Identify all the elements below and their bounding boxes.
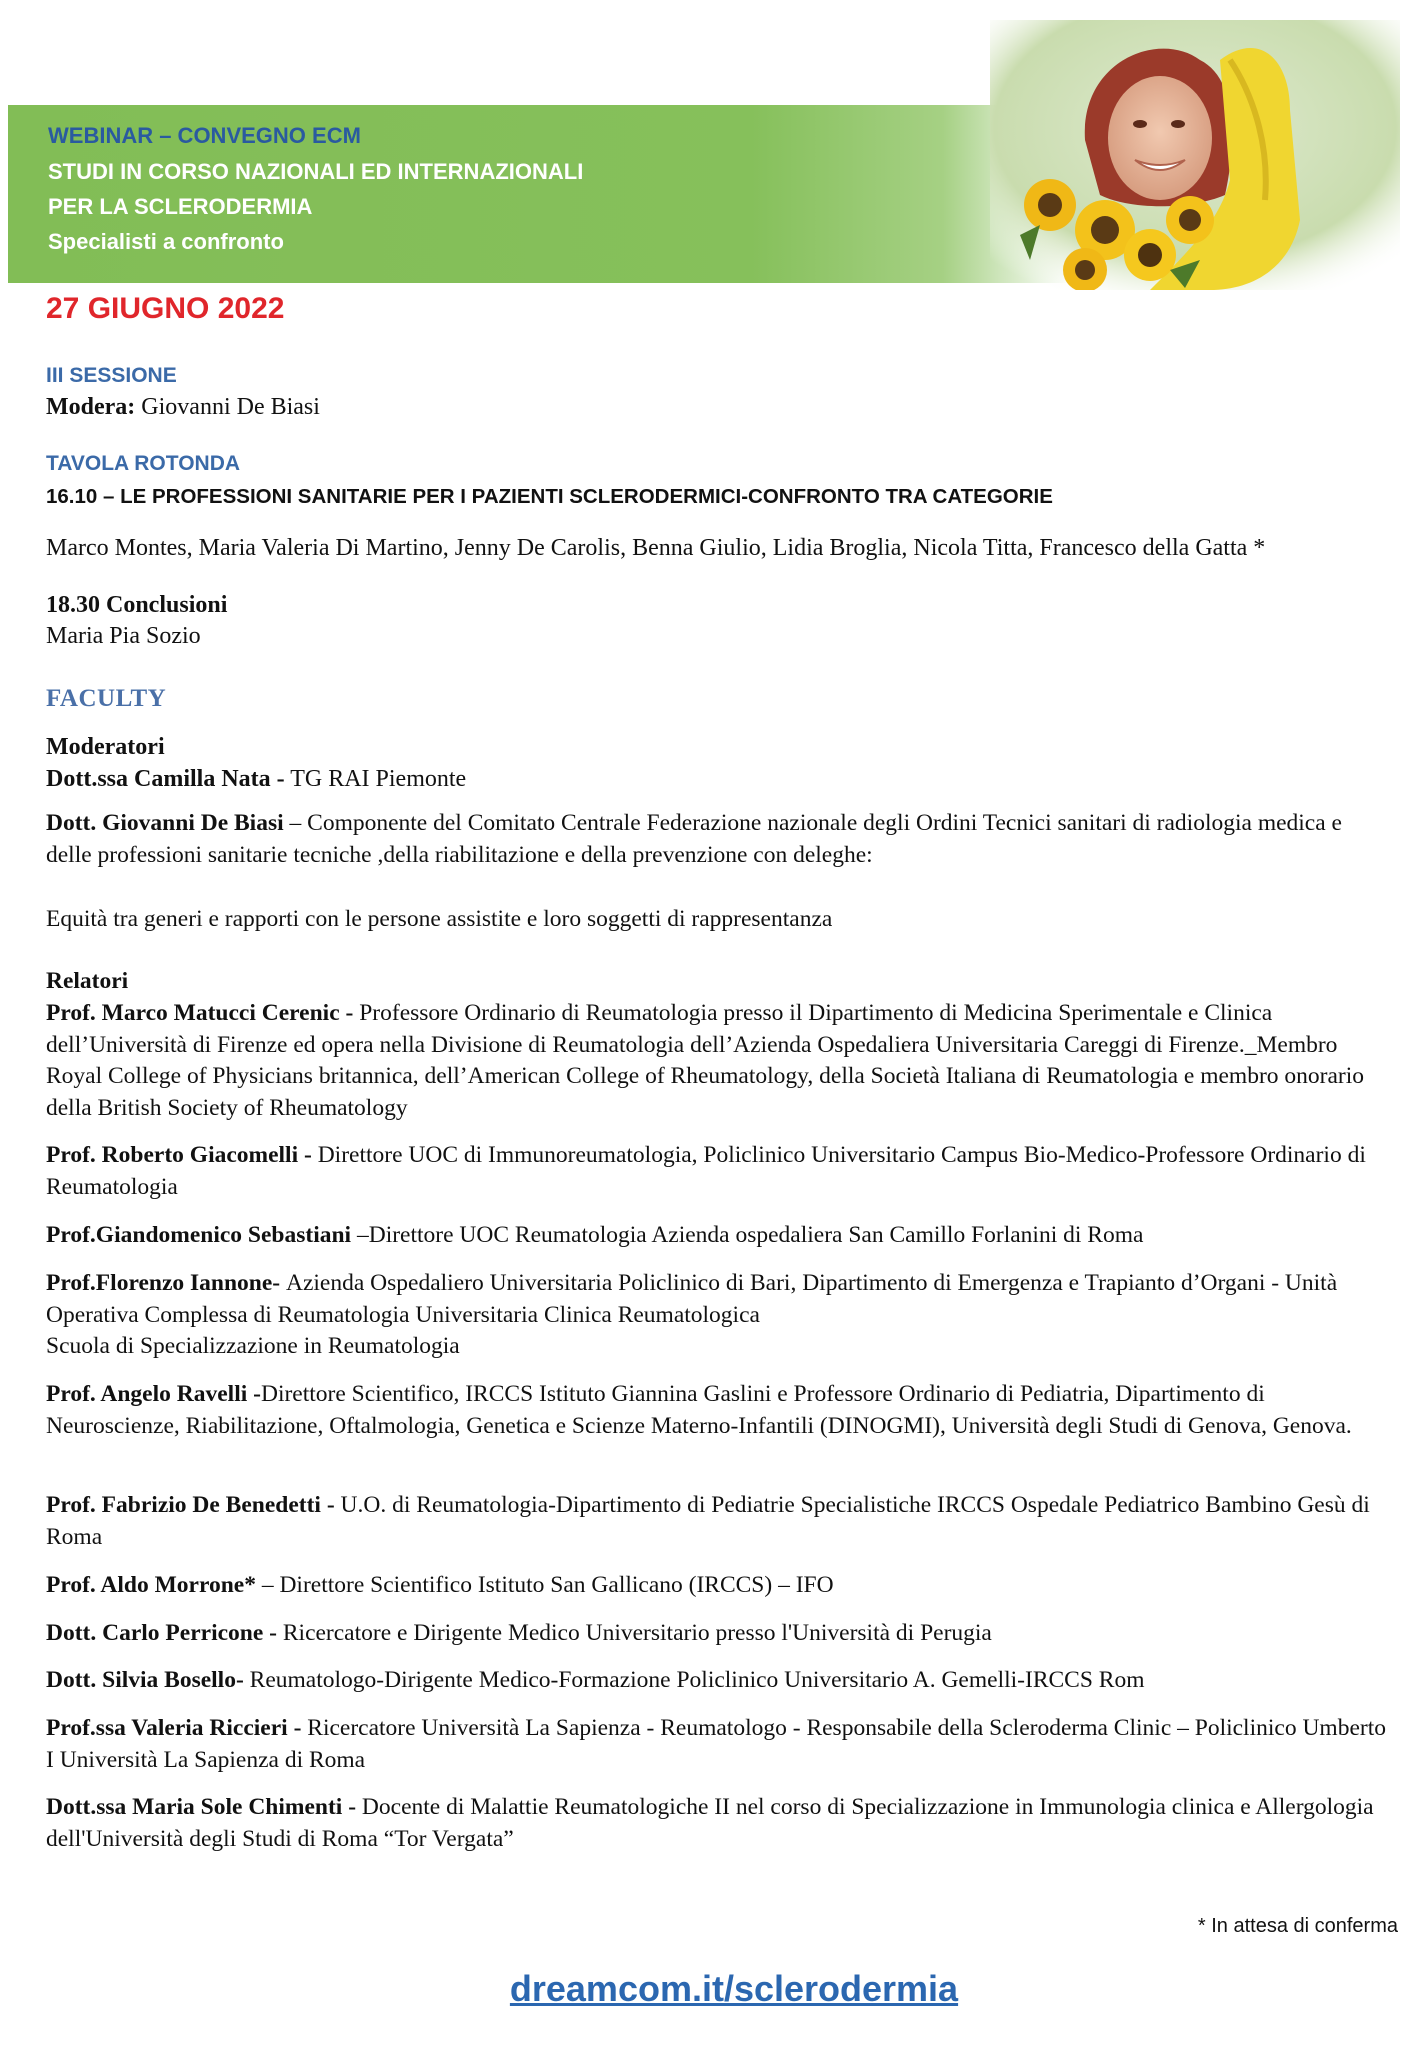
moderator-role: – Componente del Comitato Centrale Federazione nazionale degli Ordini Tecnici sanitari di radiologia medica e delle professioni sanitarie tecniche ,della riabilitazione e della prevenzione con deleghe: — [46, 810, 1342, 868]
speaker-name: Dott. Silvia Bosello- — [46, 1667, 250, 1693]
speaker-name: Prof.Giandomenico Sebastiani — [46, 1222, 357, 1248]
speaker-entry — [46, 1713, 1386, 1776]
round-table-subtitle: 16.10 – LE PROFESSIONI SANITARIE PER I PAZIENTI SCLERODERMICI-CONFRONTO TRA CATEGORIE — [46, 485, 1053, 508]
conclusion-time: 18.30 Conclusioni — [46, 592, 228, 618]
speaker-entry — [46, 998, 1386, 1124]
moderators-label: Moderatori — [46, 734, 165, 760]
moderator-label: Modera: — [46, 394, 136, 420]
header-banner — [8, 105, 1070, 283]
moderator-entry — [46, 808, 1386, 871]
speaker-name: Prof. Fabrizio De Benedetti - — [46, 1492, 341, 1518]
round-table-title: TAVOLA ROTONDA — [46, 452, 241, 475]
moderator-name: Dott.ssa Camilla Nata - — [46, 766, 285, 792]
website-link[interactable] — [0, 1968, 1418, 2010]
speaker-name: Dott. Carlo Perricone - — [46, 1620, 283, 1646]
event-date: 27 GIUGNO 2022 — [46, 292, 285, 325]
moderator-role: TG RAI Piemonte — [284, 766, 467, 792]
speaker-role: Reumatologo-Dirigente Medico-Formazione Policlinico Universitario A. Gemelli-IRCCS Rom — [249, 1667, 1145, 1693]
speaker-role: Professore Ordinario di Reumatologia presso il Dipartimento di Medicina Sperimentale e Clinica dell’Università di Firenze ed opera nella Divisione di Reumatologia dell’Azienda Ospedaliera Universitaria Careggi di Firenze._Membro Royal College of Physicians britannica, dell’American College of Rheumatology, della Società Italiana di Reumatologia e membro onorario della British Society of Rheumatology — [46, 1000, 1365, 1121]
moderator-name: Dott. Giovanni De Biasi — [46, 810, 284, 836]
banner-line-scleroderma: PER LA SCLERODERMIA — [48, 194, 313, 219]
speaker-name: Prof.Florenzo Iannone- — [46, 1270, 286, 1296]
speaker-entry — [46, 1792, 1386, 1855]
moderator-delegation: Equità tra generi e rapporti con le persone assistite e loro soggetti di rappresentanza — [46, 906, 833, 932]
speaker-name: Prof. Angelo Ravelli - — [46, 1381, 261, 1407]
conclusion-speaker: Maria Pia Sozio — [46, 623, 201, 649]
speaker-name: Prof. Aldo Morrone* — [46, 1572, 262, 1598]
speaker-role: Ricercatore e Dirigente Medico Universitario presso l'Università di Perugia — [282, 1620, 992, 1646]
confirmation-note: * In attesa di conferma — [1197, 1915, 1398, 1937]
moderator-line — [46, 394, 320, 421]
speaker-name: Prof. Roberto Giacomelli - — [46, 1142, 318, 1168]
speaker-entry — [46, 1379, 1386, 1442]
speaker-name: Dott.ssa Maria Sole Chimenti - — [46, 1794, 362, 1820]
speaker-role: –Direttore UOC Reumatologia Azienda ospedaliera San Camillo Forlanini di Roma — [356, 1222, 1144, 1248]
speaker-role: Docente di Malattie Reumatologiche II nel corso di Specializzazione in Immunologia clinica e Allergologia dell'Università degli Studi di Roma “Tor Vergata” — [46, 1794, 1374, 1852]
speaker-entry — [46, 1618, 1386, 1650]
speaker-entry — [46, 1268, 1386, 1363]
banner-line-webinar: WEBINAR – CONVEGNO ECM — [48, 123, 361, 148]
website-link-text[interactable]: dreamcom.it/sclerodermia — [509, 1968, 959, 2009]
speaker-role: – Direttore Scientifico Istituto San Gallicano (IRCCS) – IFO — [261, 1572, 834, 1598]
speaker-entry — [46, 1665, 1386, 1697]
speaker-name: Prof.ssa Valeria Riccieri - — [46, 1715, 308, 1741]
speaker-role: Ricercatore Università La Sapienza - Reumatologo - Responsabile della Scleroderma Clinic – Policlinico Umberto I Università La Sapienza di Roma — [46, 1715, 1386, 1773]
session-title: III SESSIONE — [46, 364, 177, 387]
speaker-role: Azienda Ospedaliero Universitaria Policlinico di Bari, Dipartimento di Emergenza e Trapianto d’Organi - Unità Operativa Complessa di Reumatologia Universitaria Clinica Reumatologica Scuola di Specializzazione in Reumatologia — [46, 1270, 1338, 1359]
woman-with-sunflowers-photo — [990, 20, 1400, 290]
speaker-entry — [46, 1490, 1386, 1553]
speaker-name: Prof. Marco Matucci Cerenic - — [46, 1000, 360, 1026]
speaker-role: Direttore UOC di Immunoreumatologia, Policlinico Universitario Campus Bio-Medico-Professore Ordinario di Reumatologia — [46, 1142, 1366, 1200]
moderator-name: Giovanni De Biasi — [135, 394, 320, 420]
banner-line-specialists: Specialisti a confronto — [48, 229, 284, 254]
banner-line-studies: STUDI IN CORSO NAZIONALI ED INTERNAZIONALI — [48, 159, 584, 184]
speaker-entry — [46, 1570, 1386, 1602]
speaker-role: U.O. di Reumatologia-Dipartimento di Pediatrie Specialistiche IRCCS Ospedale Pediatrico Bambino Gesù di Roma — [46, 1492, 1370, 1550]
speakers-label: Relatori — [46, 968, 129, 994]
moderator-entry — [46, 766, 466, 793]
faculty-heading: FACULTY — [46, 685, 167, 712]
speaker-entry — [46, 1220, 1386, 1252]
speaker-role: Direttore Scientifico, IRCCS Istituto Giannina Gaslini e Professore Ordinario di Pediatria, Dipartimento di Neuroscienze, Riabilitazione, Oftalmologia, Genetica e Scienze Materno-Infantili (DINOGMI), Università degli Studi di Genova, Genova. — [46, 1381, 1352, 1439]
round-table-participants: Marco Montes, Maria Valeria Di Martino, Jenny De Carolis, Benna Giulio, Lidia Broglia, Nicola Titta, Francesco della Gatta * — [46, 535, 1266, 561]
speaker-entry — [46, 1140, 1386, 1203]
